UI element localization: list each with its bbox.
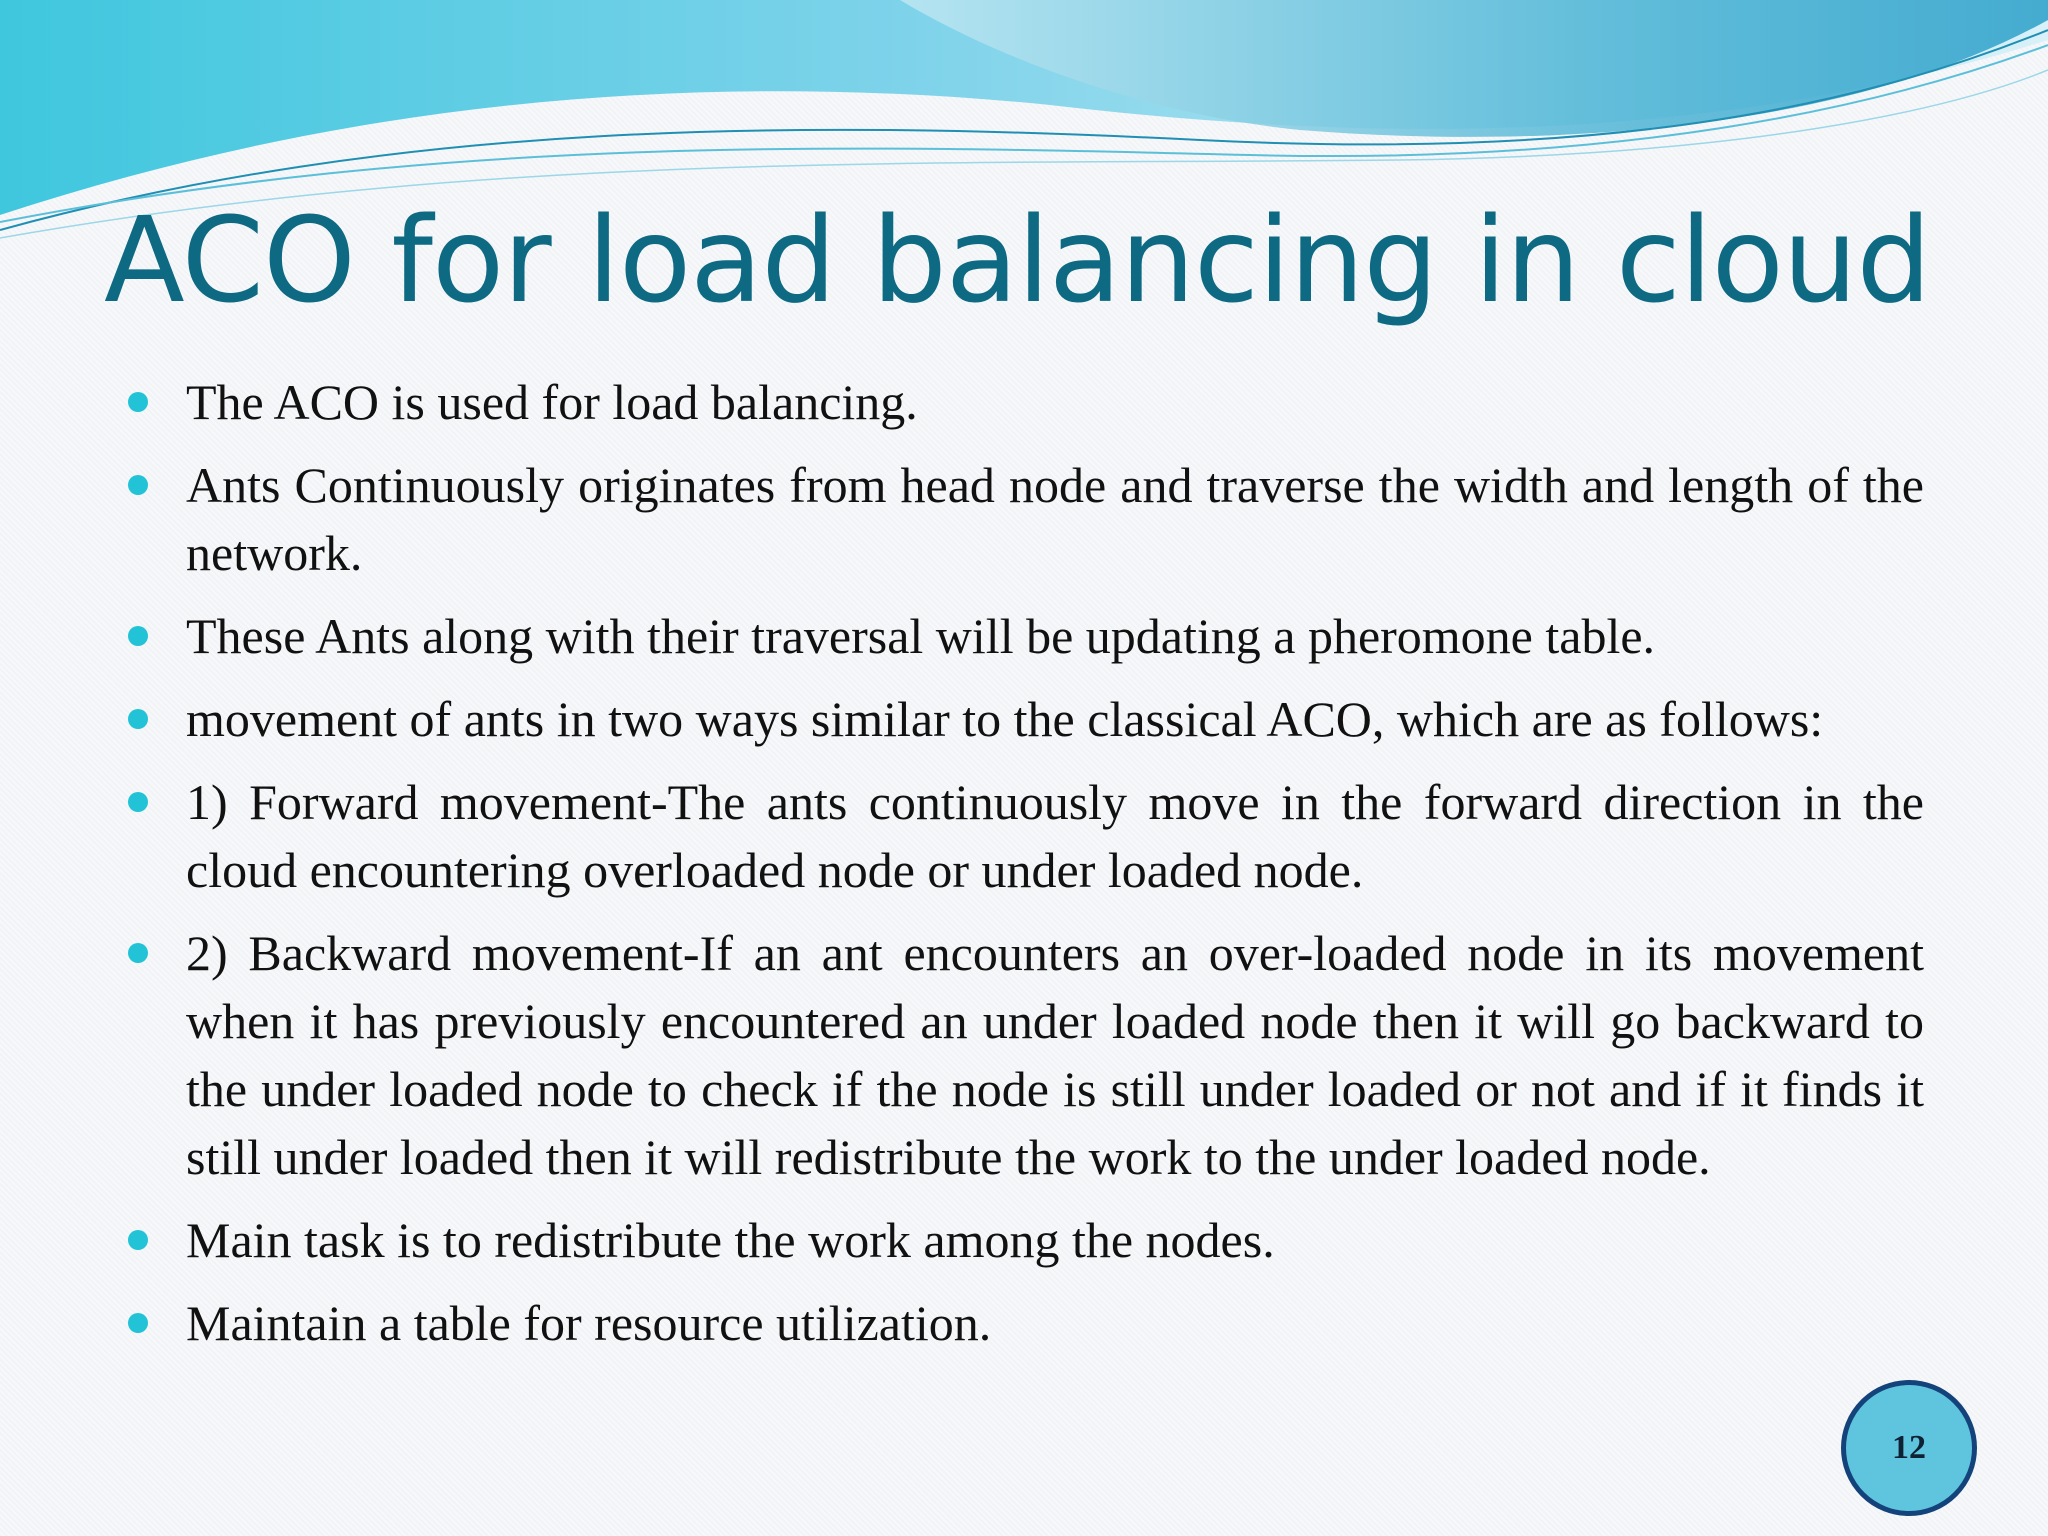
- bullet-text: 2) Backward movement-If an ant encounters an over-loaded node in its movement when it has previously encountered an under loaded node then it will go backward to the under loaded node to check if the node is still under loaded or not and if it finds it still under loaded then it will redistribute the work to the under loaded node.: [186, 925, 1924, 1185]
- bullet-dot-icon: [128, 626, 148, 646]
- bullet-item: [124, 768, 1924, 904]
- bullet-dot-icon: [128, 943, 148, 963]
- bullet-list: [124, 368, 1924, 1372]
- bullet-dot-icon: [128, 392, 148, 412]
- bullet-text: movement of ants in two ways similar to the classical ACO, which are as follows:: [186, 691, 1824, 747]
- bullet-item: [124, 1289, 1924, 1357]
- bullet-item: [124, 919, 1924, 1191]
- bullet-text: Maintain a table for resource utilization.: [186, 1295, 992, 1351]
- bullet-dot-icon: [128, 1230, 148, 1250]
- bullet-text: Main task is to redistribute the work among the nodes.: [186, 1212, 1275, 1268]
- bullet-text: 1) Forward movement-The ants continuously move in the forward direction in the cloud encountering overloaded node or under loaded node.: [186, 774, 1924, 898]
- wave-band-right: [900, 0, 2048, 137]
- bullet-dot-icon: [128, 709, 148, 729]
- bullet-dot-icon: [128, 1313, 148, 1333]
- bullet-item: [124, 685, 1924, 753]
- bullet-item: [124, 1206, 1924, 1274]
- page-number-badge: [1841, 1380, 1977, 1516]
- bullet-text: The ACO is used for load balancing.: [186, 374, 918, 430]
- bullet-text: Ants Continuously originates from head node and traverse the width and length of the network.: [186, 457, 1924, 581]
- bullet-item: [124, 451, 1924, 587]
- bullet-text: These Ants along with their traversal will be updating a pheromone table.: [186, 608, 1656, 664]
- page-number: 12: [1892, 1429, 1926, 1466]
- slide-title: ACO for load balancing in cloud: [104, 191, 1931, 329]
- bullet-item: [124, 368, 1924, 436]
- bullet-dot-icon: [128, 792, 148, 812]
- bullet-item: [124, 602, 1924, 670]
- bullet-dot-icon: [128, 475, 148, 495]
